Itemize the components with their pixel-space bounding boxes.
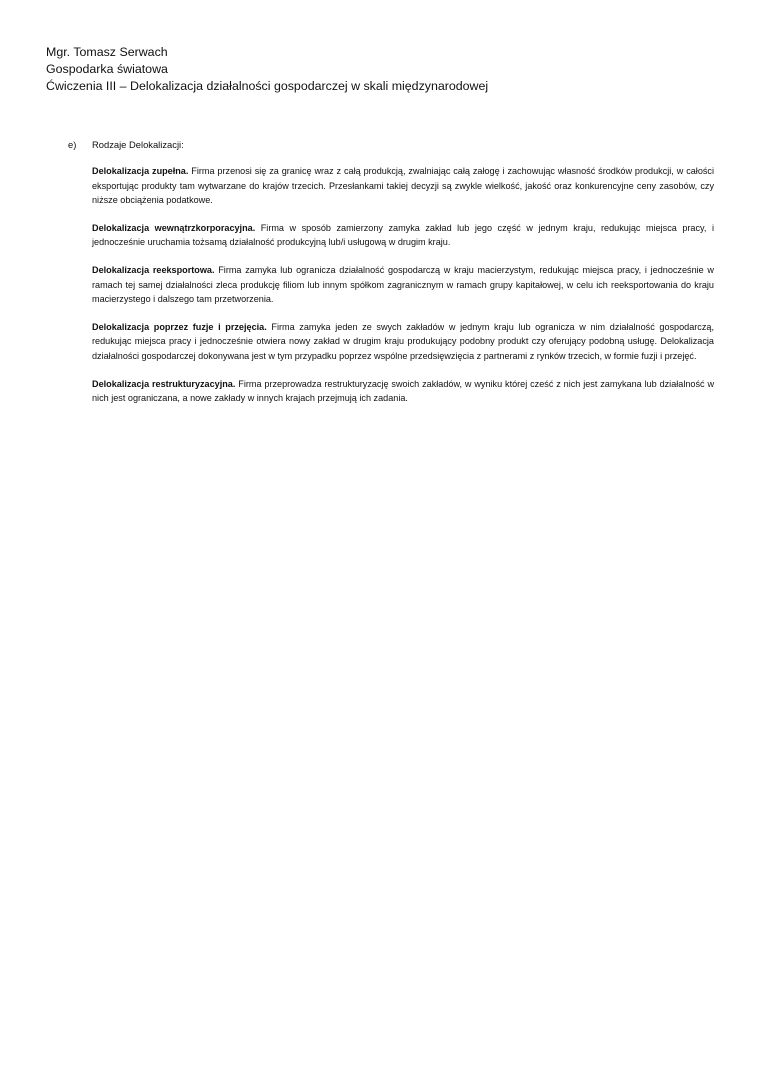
item-description: Firma zamyka jeden ze swych zakładów w jednym kraju lub ogranicza w nim działalność gospodarczą, redukując miejsca pracy i jednocześnie otwiera nowy zakład w drugim kraju produkujący podobny produkt czy oferujący podobną usługę. Delokalizacja działalności gospodarczej dokonywana jest w tym przypadku poprzez wspólne przedsięwzięcia z partnerami z rynków trzecich, w formie fuzji i przejęć. [92,321,714,361]
item-title: Delokalizacja reeksportowa. [92,264,215,275]
item-title: Delokalizacja restrukturyzacyjna. [92,378,236,389]
exercise-title: Ćwiczenia III – Delokalizacja działalności gospodarczej w skali międzynarodowej [46,79,489,93]
delocalization-type-intracorporate [92,221,714,250]
item-description: Firma zamyka lub ogranicza działalność gospodarczą w kraju macierzystym, redukując miejsca pracy, i jednocześnie w ramach tej samej działalności zleca produkcję filiom lub innym spółkom zagranicznym w ramach grupy kapitałowej, w celu ich reeksportowania do kraju macierzystego i dalszego tam przetworzenia. [92,264,715,305]
section-heading [68,138,718,151]
author-name: Mgr. Tomasz Serwach [46,45,168,59]
document-header [46,44,726,95]
item-description: Firma przeprowadza restrukturyzację swoich zakładów, w wyniku której cześć z nich jest zamykana lub działalność w nich jest ograniczana, a nowe zakłady w innych krajach przejmują ich zadania. [92,378,715,404]
item-title: Delokalizacja zupełna. [92,166,189,176]
delocalization-type-full [92,164,714,208]
delocalization-types-section [68,138,718,419]
delocalization-type-mergers [92,320,714,364]
item-description: Firma przenosi się za granicę wraz z całą produkcją, zwalniając całą załogę i zachowując własność środków produkcji, w całości eksportując produkty tam wytwarzane do krajów trzecich. Przesłankami takiej decyzji są zwykle wielkość, jakość oraz konkurencyjne ceny zasobów, czy niższe obciążenia podatkowe. [92,166,714,206]
delocalization-types-list [92,164,714,406]
item-description: Firma w sposób zamierzony zamyka zakład lub jego część w jednym kraju, redukując miejsca pracy, i jednocześnie uruchamia tożsamą działalność produkcyjną lub/i usługową w drugim kraju. [92,222,714,248]
course-name: Gospodarka światowa [46,62,168,76]
delocalization-type-reexport [92,263,714,307]
section-letter: e) [68,139,77,150]
item-title: Delokalizacja wewnątrzkorporacyjna. [92,222,256,233]
delocalization-type-restructuring [92,377,714,406]
section-heading-text: Rodzaje Delokalizacji: [92,139,184,150]
item-title: Delokalizacja poprzez fuzje i przejęcia. [92,321,267,332]
